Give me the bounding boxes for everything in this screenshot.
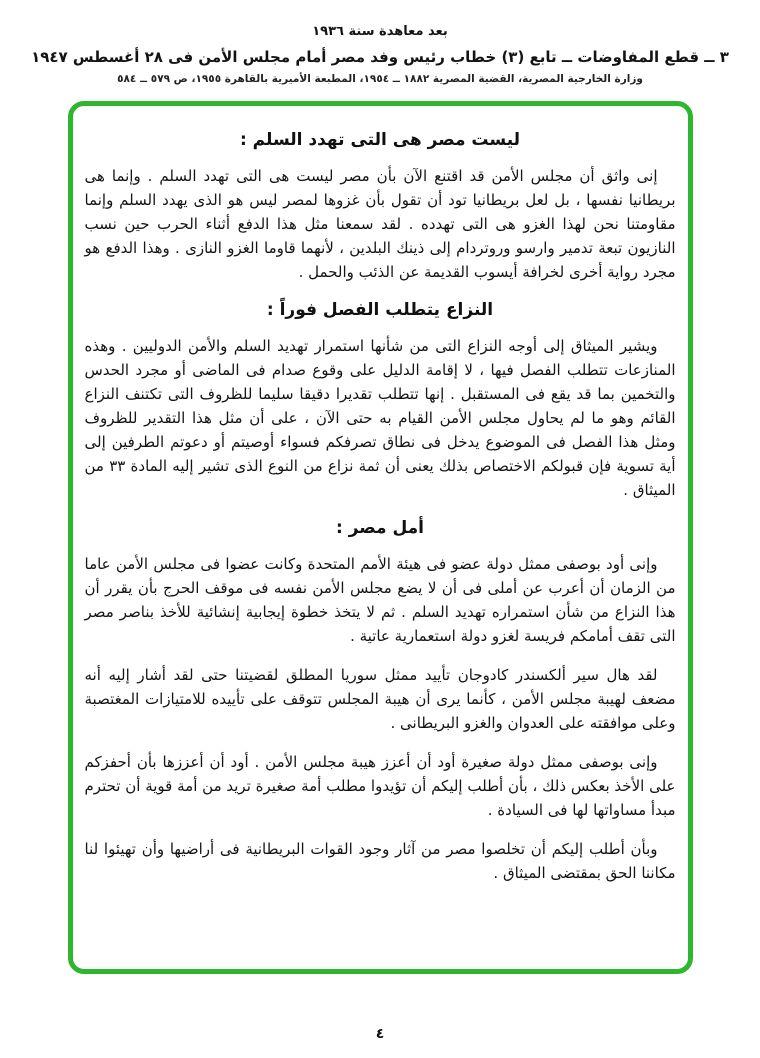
- page-number: ٤: [375, 1026, 385, 1042]
- header-title: ٣ ــ قطع المفاوضات ــ تابع (٣) خطاب رئيس وفد مصر أمام مجلس الأمن فى ٢٨ أغسطس ١٩٤٧: [31, 48, 729, 66]
- header-treaty-line: بعد معاهدة سنة ١٩٣٦: [312, 24, 448, 39]
- paragraph: ويشير الميثاق إلى أوجه النزاع التى من شأنها استمرار تهديد السلم والأمن الدوليين . وهذه المنازعات تتطلب الفصل فيها ، لا إقامة الدليل على وقوع صدام فى الماضى أو مجرد الحدس والتخمين بما قد يقع فى المستقبل . إنها تتطلب تقديرا دقيقا سليما للظروف التى تكتنف النزاع القائم وهو ما لم يحاول مجلس الأمن القيام به حتى الآن ، على أن مثل هذا التقدير للظروف ومثل هذا الفصل فى الموضوع يدخل فى نطاق تصرفكم فسواء أوصيتم أو دعوتم الطرفين إلى أية تسوية فإن قبولكم الاختصاص بذلك يعنى أن ثمة نزاع من النوع الذى تشير إليه المادة ٣٣ من الميثاق .: [84, 337, 676, 499]
- paragraph: لقد هال سير ألكسندر كادوجان تأييد ممثل سوريا المطلق لقضيتنا حتى لقد أشار إليه أنه مضعف لهيبة مجلس الأمن ، كأنما يرى أن هيبة المجلس تتوقف على تأييده للامتيازات المغتصبة وعلى موافقته على العدوان والغزو البريطانى .: [84, 666, 676, 732]
- section-heading-threat-to-peace: ليست مصر هى التى تهدد السلم :: [239, 130, 521, 150]
- green-content-frame: [68, 101, 693, 974]
- header-source-citation: وزارة الخارجية المصرية، القضية المصرية ١٨٨٢ ــ ١٩٥٤، المطبعة الأميرية بالقاهرة ١٩٥٥، ص ٥٧٩ ــ ٥٨٤: [117, 73, 643, 85]
- paragraph: وإنى أود بوصفى ممثل دولة عضو فى هيئة الأمم المتحدة وكانت عضوا فى مجلس الأمن عاما من الزمان أن أعرب عن أملى فى أن لا يضع مجلس الأمن نفسه فى موقف الحرج بأن يقرر أن هذا النزاع من شأن استمراره تهديد السلم . ثم لا يتخذ خطوة إيجابية إنشائية للأخذ بناصر مصر التى تقف أمامكم فريسة لغزو دولة استعمارية عاتية .: [84, 555, 676, 645]
- paragraph: إنى واثق أن مجلس الأمن قد اقتنع الآن بأن مصر ليست هى التى تهدد السلم . وإنما هى بريطانيا نفسها ، بل لعل بريطانيا تود أن تقول بأن غزوها لمصر ليس هو الذى يهدد السلم وإنما مقاومتنا نحن لهذا الغزو هى التى تهدده . لقد سمعنا مثل هذا الدفع أثناء الحرب حين نسب النازيون تبعة تدمير وارسو وروتردام إلى ذينك البلدين ، لأنهما قاوما الغزو النازى . وهذا الدفع هو مجرد رواية أخرى لخرافة أيسوب القديمة عن الذئب والحمل .: [84, 167, 676, 281]
- section-heading-dispute-requires-settlement: النزاع يتطلب الفصل فوراً :: [266, 300, 494, 320]
- paragraph: وبأن أطلب إليكم أن تخلصوا مصر من آثار وجود القوات البريطانية فى أراضيها وأن تهيئوا لنا مكاننا الحق بمقتضى الميثاق .: [84, 840, 676, 882]
- page-footer: [0, 1026, 760, 1042]
- section-heading-egypts-hope: أمل مصر :: [335, 518, 424, 538]
- paragraph: وإنى بوصفى ممثل دولة صغيرة أود أن أعزز هيبة مجلس الأمن . أود أن أعززها بأن أحفزكم على الأخذ بعكس ذلك ، بأن أطلب إليكم أن تؤيدوا مطلب أمة صغيرة تريد من أمة قوية أن تحترم مبدأ مساواتها لها فى السيادة .: [84, 753, 676, 819]
- page-header: [0, 0, 760, 85]
